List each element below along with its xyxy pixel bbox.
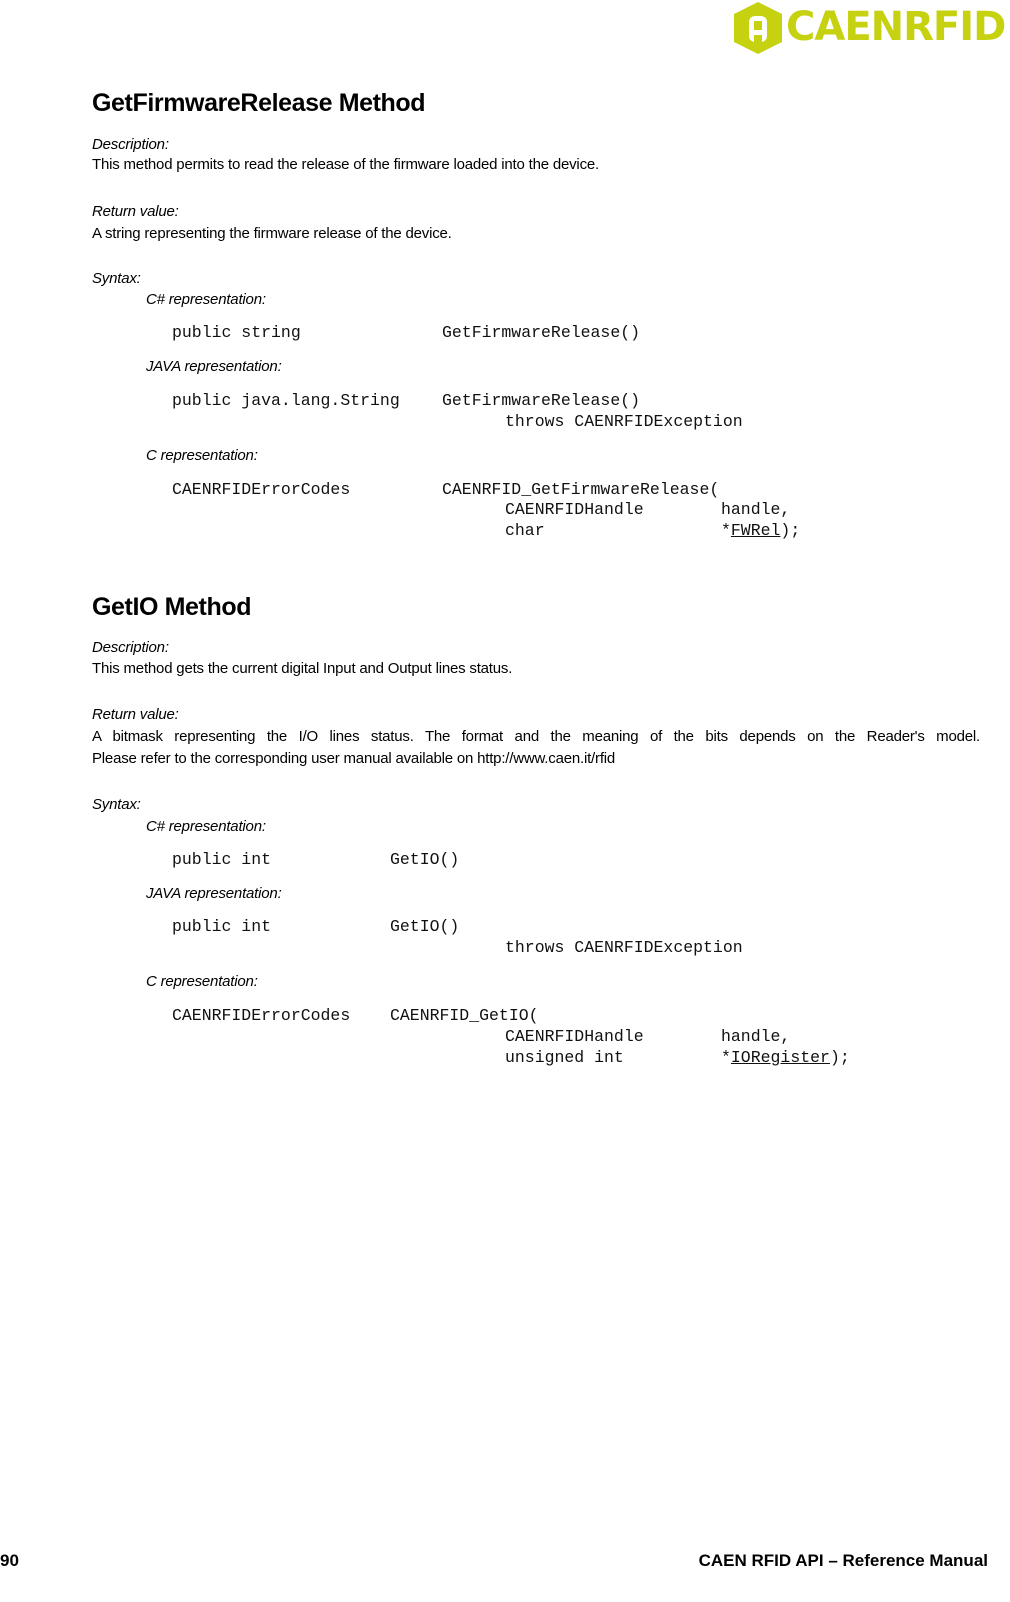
- c-signature: CAENRFID_GetIO(: [390, 1006, 539, 1025]
- c-param2-star: *: [721, 1048, 731, 1067]
- c-param2-end: );: [780, 521, 801, 540]
- return-value-label: Return value:: [92, 706, 179, 723]
- c-label: C representation:: [146, 447, 258, 464]
- csharp-signature: GetFirmwareRelease(): [442, 323, 641, 342]
- java-throws: throws CAENRFIDException: [505, 412, 743, 431]
- c-param2-type: char: [505, 521, 545, 540]
- csharp-return-type: public int: [172, 850, 272, 869]
- c-param2-type: unsigned int: [505, 1048, 624, 1067]
- description-text: This method permits to read the release of the firmware loaded into the device.: [92, 156, 599, 173]
- logo-text: CAENRFID: [786, 4, 1006, 50]
- c-param1-name: handle,: [721, 1027, 791, 1046]
- page-number: 90: [0, 1551, 19, 1570]
- return-value-text-line1: A bitmask representing the I/O lines status. The format and the meaning of the bits depends on the Reader's model.: [92, 728, 980, 745]
- return-value-label: Return value:: [92, 203, 179, 220]
- return-value-text: A string representing the firmware release of the device.: [92, 225, 452, 242]
- syntax-label: Syntax:: [92, 796, 141, 813]
- c-param2-name: IORegister: [730, 1048, 830, 1067]
- c-param1-type: CAENRFIDHandle: [505, 1027, 644, 1046]
- c-param1-name: handle,: [721, 500, 791, 519]
- csharp-label: C# representation:: [146, 818, 266, 835]
- c-param2: [721, 521, 800, 541]
- logo-emblem-icon: [728, 0, 788, 56]
- description-text: This method gets the current digital Input and Output lines status.: [92, 660, 513, 677]
- c-param2-star: *: [721, 521, 731, 540]
- description-label: Description:: [92, 136, 169, 153]
- c-param1-type: CAENRFIDHandle: [505, 500, 644, 519]
- csharp-label: C# representation:: [146, 291, 266, 308]
- java-label: JAVA representation:: [146, 358, 282, 375]
- java-label: JAVA representation:: [146, 885, 282, 902]
- java-signature: GetFirmwareRelease(): [442, 391, 641, 410]
- csharp-signature: GetIO(): [390, 850, 460, 869]
- description-label: Description:: [92, 639, 169, 656]
- c-param2: [721, 1048, 850, 1068]
- c-param2-name: FWRel: [730, 521, 781, 540]
- java-throws: throws CAENRFIDException: [505, 938, 743, 957]
- c-signature: CAENRFID_GetFirmwareRelease(: [442, 480, 720, 499]
- java-return-type: public java.lang.String: [172, 391, 400, 410]
- c-param2-end: );: [829, 1048, 850, 1067]
- c-return-type: CAENRFIDErrorCodes: [172, 480, 351, 499]
- return-value-text-line2: Please refer to the corresponding user manual available on http://www.caen.it/rfid: [92, 750, 616, 767]
- csharp-return-type: public string: [172, 323, 301, 342]
- section-title-getio: GetIO Method: [92, 593, 252, 621]
- c-label: C representation:: [146, 973, 258, 990]
- syntax-label: Syntax:: [92, 270, 141, 287]
- document-title: CAEN RFID API – Reference Manual: [698, 1551, 988, 1570]
- java-return-type: public int: [172, 917, 272, 936]
- java-signature: GetIO(): [390, 917, 460, 936]
- c-return-type: CAENRFIDErrorCodes: [172, 1006, 351, 1025]
- section-title-getfirmwarerelease: GetFirmwareRelease Method: [92, 89, 426, 117]
